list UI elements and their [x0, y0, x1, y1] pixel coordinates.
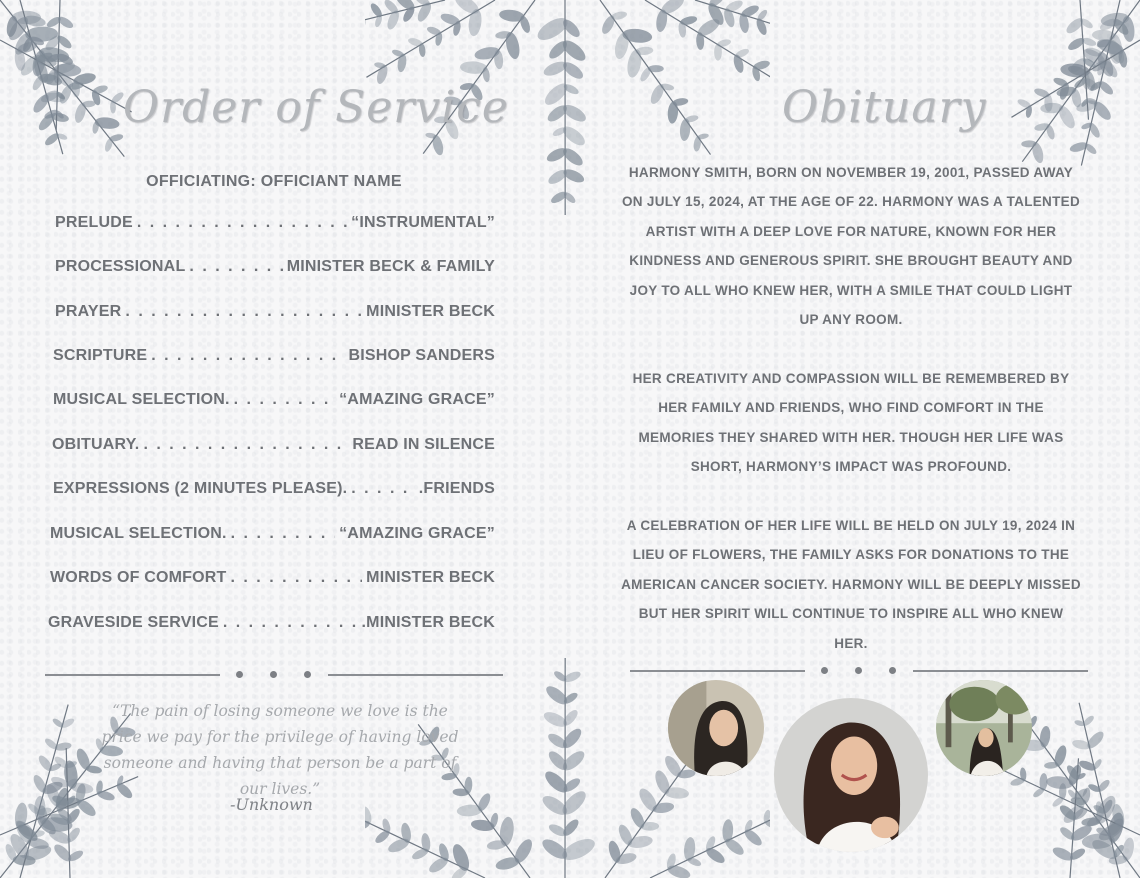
- program-item-value: “AMAZING GRACE”: [339, 525, 495, 542]
- program-item-name: SCRIPTURE: [53, 347, 148, 364]
- program-item-name: EXPRESSIONS (2 MINUTES PLEASE).: [53, 480, 348, 497]
- dot-leader: [125, 303, 362, 321]
- right-divider-line: [630, 670, 805, 672]
- dot-leader: [143, 436, 348, 454]
- program-item-value: MINISTER BECK: [366, 303, 495, 320]
- program-row: [52, 436, 495, 454]
- dot-leader: [151, 347, 344, 365]
- program-item-name: PRELUDE: [55, 214, 133, 231]
- program-item-value: READ IN SILENCE: [352, 436, 495, 453]
- obituary-paragraph-3: A CELEBRATION OF HER LIFE WILL BE HELD ON JULY 19, 2024 IN LIEU OF FLOWERS, THE FAMILY ASKS FOR DONATIONS TO THE AMERICAN CANCER SOCIETY. HARMONY WILL BE DEEPLY MISSED BUT HER SPIRIT WILL CONTINUE TO INSPIRE ALL WHO KNEW HER.: [621, 518, 1081, 651]
- program-row: [53, 480, 495, 498]
- program-item-name: MUSICAL SELECTION.: [50, 525, 227, 542]
- program-item-name: MUSICAL SELECTION.: [53, 391, 230, 408]
- program-item-name: OBITUARY.: [52, 436, 140, 453]
- obituary-paragraph-1: HARMONY SMITH, BORN ON NOVEMBER 19, 2001, PASSED AWAY ON JULY 15, 2024, AT THE AGE OF 22. HARMONY WAS A TALENTED ARTIST WITH A DEEP LOVE FOR NATURE, KNOWN FOR HER KINDNESS AND GENEROUS SPIRIT. SHE BROUGHT BEAUTY AND JOY TO ALL WHO KNEW HER, WITH A SMILE THAT COULD LIGHT UP ANY ROOM.: [622, 165, 1080, 328]
- program-item-value: MINISTER BECK & FAMILY: [286, 258, 495, 275]
- program-item-value: BISHOP SANDERS: [348, 347, 495, 364]
- dot-leader: [351, 480, 414, 498]
- officiating-line: OFFICIATING: OFFICIANT NAME: [146, 173, 402, 190]
- program-item-name: WORDS OF COMFORT: [50, 569, 227, 586]
- program-row: [48, 614, 495, 632]
- quote-author: -Unknown: [230, 795, 313, 814]
- left-divider-dot: [270, 671, 277, 678]
- program-item-name: PROCESSIONAL: [55, 258, 186, 275]
- program-row: [50, 569, 495, 587]
- program-item-name: PRAYER: [55, 303, 122, 320]
- left-divider-line: [328, 674, 503, 676]
- portrait-photo-center: [774, 698, 928, 852]
- program-row: [50, 525, 495, 543]
- program-item-value: “INSTRUMENTAL”: [351, 214, 495, 231]
- obituary-paragraph-2: HER CREATIVITY AND COMPASSION WILL BE REMEMBERED BY HER FAMILY AND FRIENDS, WHO FIND COMFORT IN THE MEMORIES THEY SHARED WITH HER. THOUGH HER LIFE WAS SHORT, HARMONY’S IMPACT WAS PROFOUND.: [632, 371, 1070, 475]
- program-item-value: MINISTER BECK: [366, 569, 495, 586]
- program-row: [55, 214, 495, 232]
- dot-leader: [189, 258, 282, 276]
- left-divider-dot: [236, 671, 243, 678]
- right-divider-dot: [889, 667, 896, 674]
- dot-leader: [231, 569, 363, 587]
- program-item-name: GRAVESIDE SERVICE: [48, 614, 219, 631]
- order-of-service-title: Order of Service: [123, 82, 509, 133]
- dot-leader: [231, 525, 335, 543]
- right-divider-dot: [855, 667, 862, 674]
- program-item-value: “AMAZING GRACE”: [339, 391, 495, 408]
- right-divider-dot: [821, 667, 828, 674]
- dot-leader: [234, 391, 335, 409]
- program-item-value: .FRIENDS: [418, 480, 495, 497]
- obituary-title: Obituary: [782, 82, 987, 133]
- memorial-quote: “The pain of losing someone we love is the price we pay for the privilege of having loved someone and having that person be a part of our lives.”: [101, 702, 459, 798]
- left-divider-line: [45, 674, 220, 676]
- program-row: [53, 391, 495, 409]
- portrait-photo-right: [936, 680, 1032, 776]
- program-row: [55, 303, 495, 321]
- portrait-photo-left: [668, 680, 764, 776]
- dot-leader: [137, 214, 347, 232]
- program-row: [53, 347, 495, 365]
- right-divider-line: [913, 670, 1088, 672]
- program-item-value: .MINISTER BECK: [361, 614, 495, 631]
- dot-leader: [223, 614, 358, 632]
- left-divider-dot: [304, 671, 311, 678]
- program-row: [55, 258, 495, 276]
